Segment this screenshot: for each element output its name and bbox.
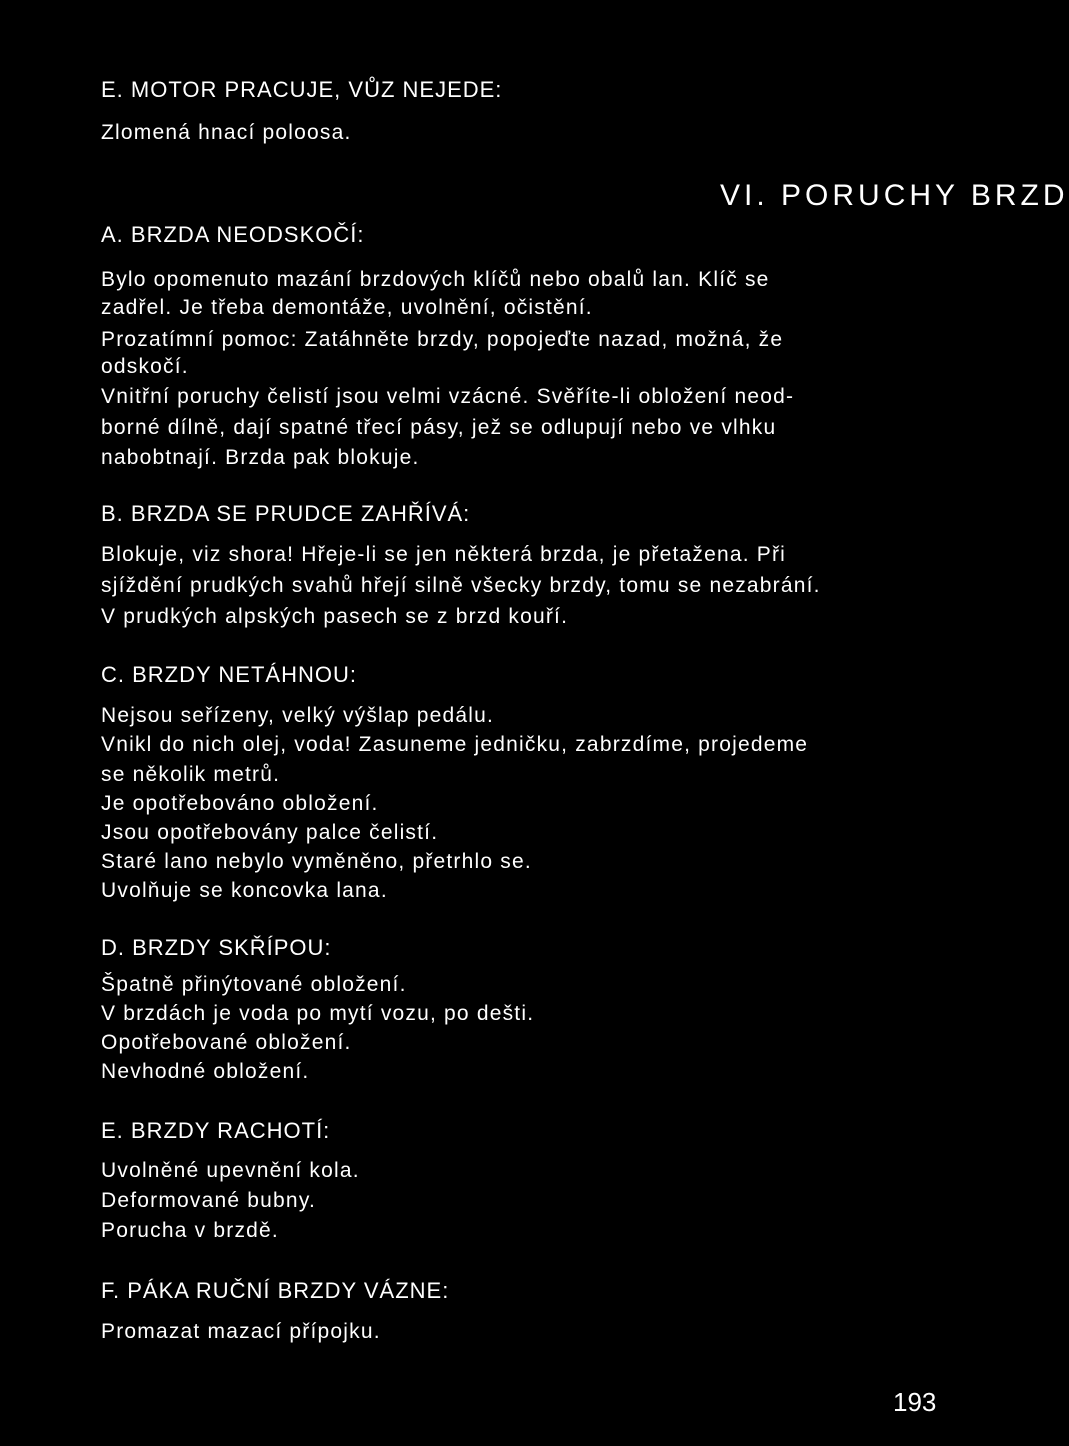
section-heading-a: A. BRZDA NEODSKOČÍ:: [101, 222, 365, 247]
section-heading-e: E. BRZDY RACHOTÍ:: [101, 1118, 331, 1143]
section-heading-d: D. BRZDY SKŘÍPOU:: [101, 935, 332, 960]
text-line: Uvolňuje se koncovka lana.: [101, 879, 388, 902]
text-line: sjíždění prudkých svahů hřejí silně všecky brzdy, tomu se nezabrání.: [101, 574, 821, 597]
text-line: Zlomená hnací poloosa.: [101, 121, 352, 144]
text-line: V prudkých alpských pasech se z brzd kouří.: [101, 605, 569, 628]
text-line: Nejsou seřízeny, velký výšlap pedálu.: [101, 704, 495, 727]
chapter-title: VI. PORUCHY BRZD: [720, 179, 1069, 212]
text-line: Vnitřní poruchy čelistí jsou velmi vzácné. Svěříte-li obložení neod-: [101, 385, 795, 408]
page-number: 193: [893, 1387, 937, 1417]
section-heading-f: F. PÁKA RUČNÍ BRZDY VÁZNE:: [101, 1278, 450, 1303]
text-line: Bylo opomenuto mazání brzdových klíčů nebo obalů lan. Klíč se: [101, 268, 770, 291]
text-line: odskočí.: [101, 355, 189, 378]
text-line: Nevhodné obložení.: [101, 1060, 310, 1083]
text-line: nabobtnají. Brzda pak blokuje.: [101, 446, 420, 469]
text-line: Staré lano nebylo vyměněno, přetrhlo se.: [101, 850, 532, 873]
text-line: V brzdách je voda po mytí vozu, po dešti.: [101, 1002, 535, 1025]
text-line: Porucha v brzdě.: [101, 1219, 279, 1242]
text-line: Uvolněné upevnění kola.: [101, 1159, 360, 1182]
section-heading-b: B. BRZDA SE PRUDCE ZAHŘÍVÁ:: [101, 501, 471, 526]
text-line: Je opotřebováno obložení.: [101, 792, 379, 815]
text-line: Blokuje, viz shora! Hřeje-li se jen některá brzda, je přetažena. Při: [101, 543, 787, 566]
text-line: Deformované bubny.: [101, 1189, 316, 1212]
text-line: Promazat mazací přípojku.: [101, 1320, 381, 1343]
section-heading-e-motor: E. MOTOR PRACUJE, VŮZ NEJEDE:: [101, 77, 503, 102]
text-line: Vnikl do nich olej, voda! Zasuneme jedničku, zabrzdíme, projedeme: [101, 733, 809, 756]
text-line: Jsou opotřebovány palce čelistí.: [101, 821, 439, 844]
text-line: Opotřebované obložení.: [101, 1031, 352, 1054]
text-line: zadřel. Je třeba demontáže, uvolnění, očistění.: [101, 296, 593, 319]
text-line: borné dílně, dají spatné třecí pásy, jež se odlupují nebo ve vlhku: [101, 416, 777, 439]
section-heading-c: C. BRZDY NETÁHNOU:: [101, 662, 357, 687]
text-line: se několik metrů.: [101, 763, 281, 786]
text-line: Špatně přinýtované obložení.: [101, 973, 407, 996]
text-line: Prozatímní pomoc: Zatáhněte brzdy, popojeďte nazad, možná, že: [101, 328, 784, 351]
